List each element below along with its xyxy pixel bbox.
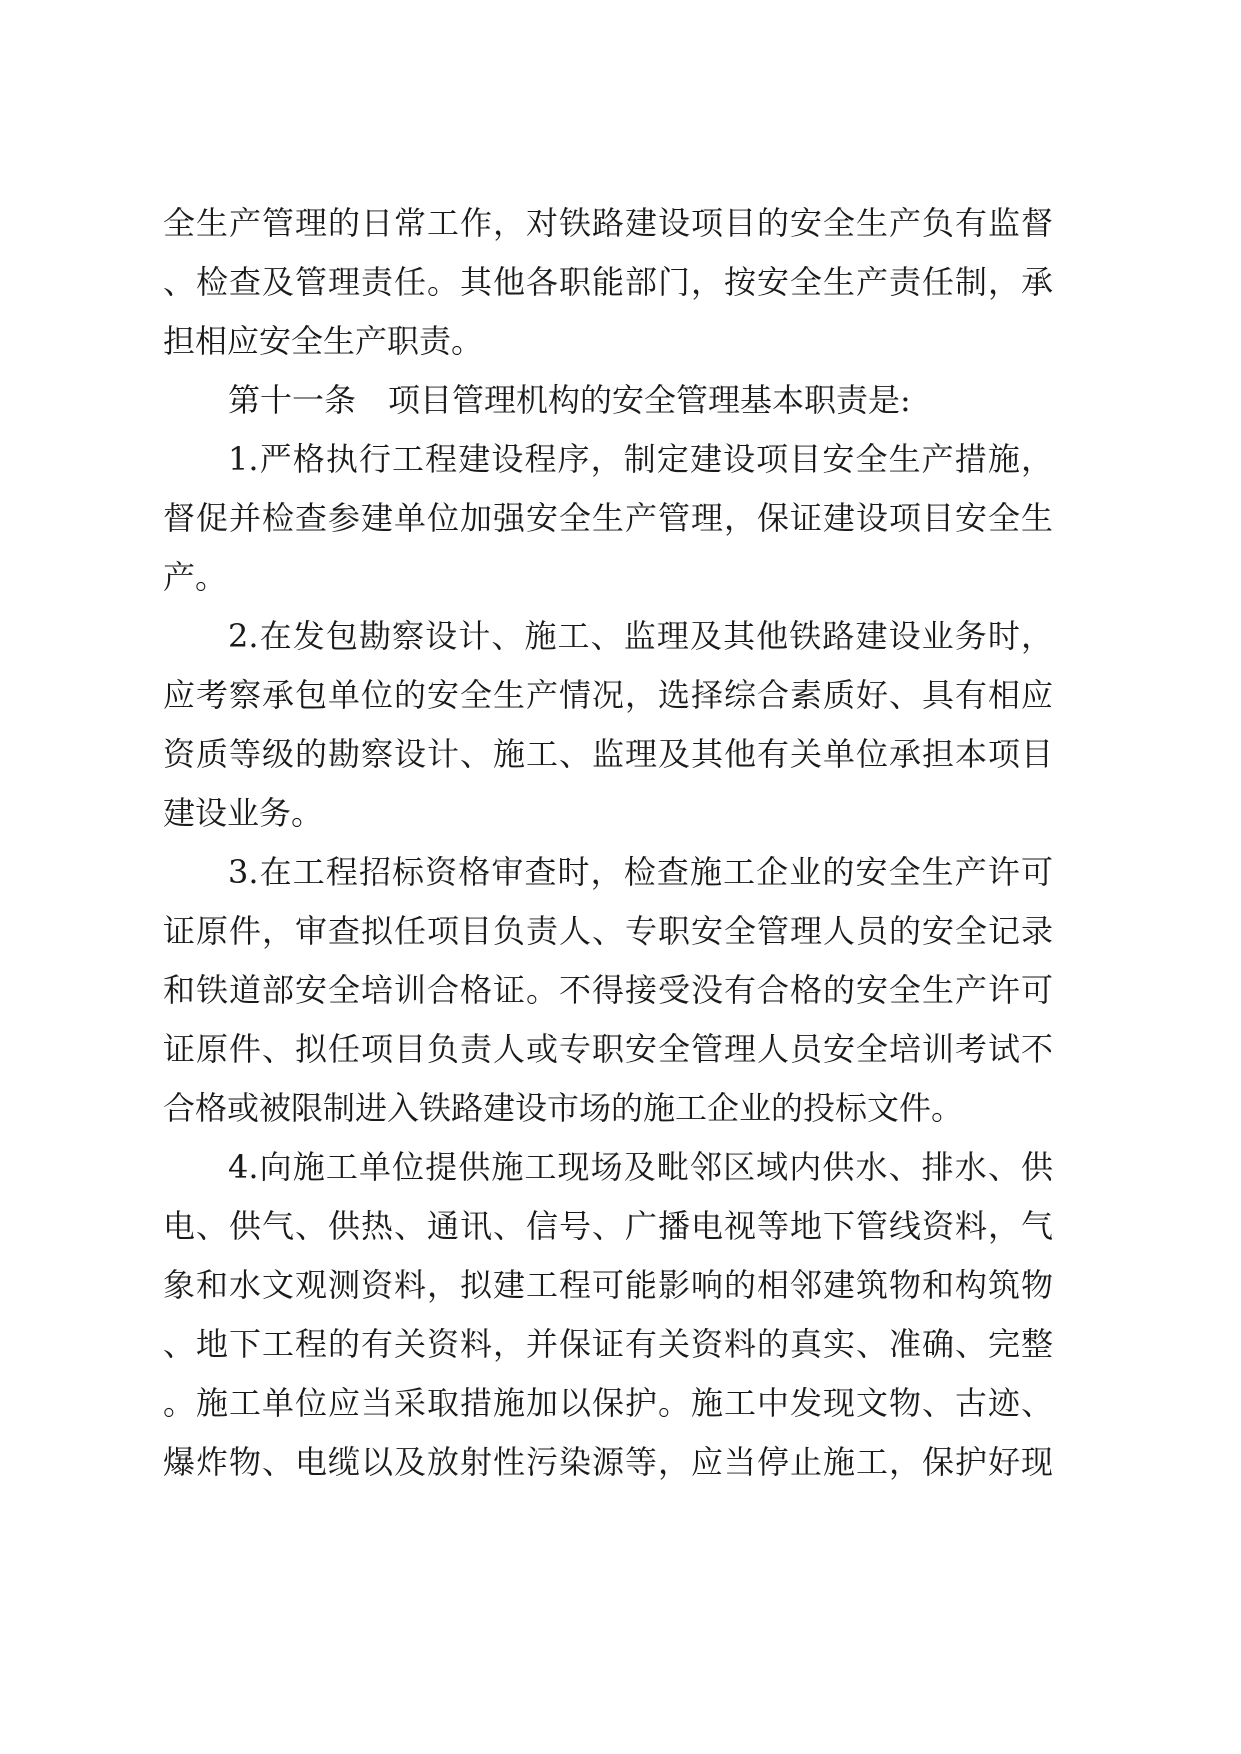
text-line: 。施工单位应当采取措施加以保护。施工中发现文物、古迹、 [163, 1384, 1053, 1422]
text-line: 督促并检查参建单位加强安全生产管理，保证建设项目安全生 [163, 499, 1053, 537]
text-line: 合格或被限制进入铁路建设市场的施工企业的投标文件。 [163, 1089, 964, 1127]
text-line: 4.向施工单位提供施工现场及毗邻区域内供水、排水、供 [228, 1148, 1053, 1186]
text-line: 资质等级的勘察设计、施工、监理及其他有关单位承担本项目 [163, 735, 1053, 773]
text-line: 3.在工程招标资格审查时，检查施工企业的安全生产许可 [228, 853, 1053, 891]
text-line: 、地下工程的有关资料，并保证有关资料的真实、准确、完整 [163, 1325, 1053, 1363]
text-line: 、检查及管理责任。其他各职能部门，按安全生产责任制，承 [163, 263, 1053, 301]
text-line: 和铁道部安全培训合格证。不得接受没有合格的安全生产许可 [163, 971, 1053, 1009]
text-line: 产。 [163, 558, 228, 596]
text-line: 证原件，审查拟任项目负责人、专职安全管理人员的安全记录 [163, 912, 1053, 950]
text-line: 爆炸物、电缆以及放射性污染源等，应当停止施工，保护好现 [163, 1443, 1053, 1481]
text-line: 象和水文观测资料，拟建工程可能影响的相邻建筑物和构筑物 [163, 1266, 1053, 1304]
text-line: 证原件、拟任项目负责人或专职安全管理人员安全培训考试不 [163, 1030, 1053, 1068]
text-line: 电、供气、供热、通讯、信号、广播电视等地下管线资料，气 [163, 1207, 1053, 1245]
text-line: 担相应安全生产职责。 [163, 322, 484, 360]
text-line: 建设业务。 [163, 794, 324, 832]
text-line: 应考察承包单位的安全生产情况，选择综合素质好、具有相应 [163, 676, 1053, 714]
article-heading: 第十一条 项目管理机构的安全管理基本职责是: [228, 381, 911, 419]
text-line: 2.在发包勘察设计、施工、监理及其他铁路建设业务时， [228, 617, 1053, 655]
text-line: 全生产管理的日常工作，对铁路建设项目的安全生产负有监督 [163, 204, 1053, 242]
text-line: 1.严格执行工程建设程序，制定建设项目安全生产措施， [228, 440, 1053, 478]
